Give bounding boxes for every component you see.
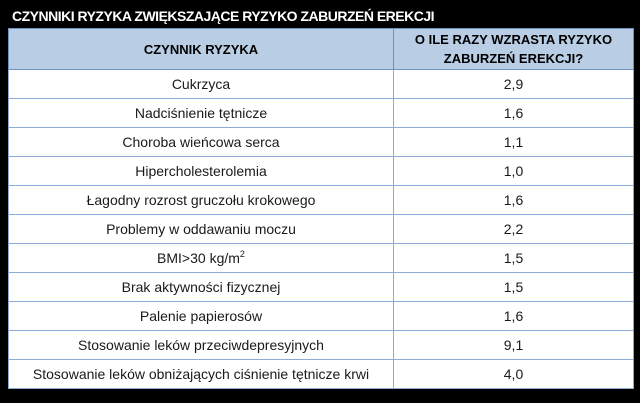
- table-row: [9, 302, 634, 331]
- risk-value-cell: 2,9: [394, 70, 634, 99]
- risk-value-cell: 2,2: [394, 215, 634, 244]
- risk-value-cell: 1,5: [394, 244, 634, 273]
- risk-value-cell: 1,0: [394, 157, 634, 186]
- risk-factor-cell: Hipercholesterolemia: [9, 157, 394, 186]
- table-row: [9, 70, 634, 99]
- table-row: [9, 331, 634, 360]
- table-row: [9, 360, 634, 389]
- risk-factor-cell: Łagodny rozrost gruczołu krokowego: [9, 186, 394, 215]
- risk-factor-cell: Palenie papierosów: [9, 302, 394, 331]
- risk-factor-cell: Stosowanie leków przeciwdepresyjnych: [9, 331, 394, 360]
- table-header-row: [9, 29, 634, 70]
- risk-factors-table: [8, 28, 634, 389]
- risk-value-cell: 9,1: [394, 331, 634, 360]
- bmi-label: BMI>30 kg/m: [157, 250, 240, 266]
- risk-value-cell: 4,0: [394, 360, 634, 389]
- table-row: [9, 273, 634, 302]
- table-row: [9, 157, 634, 186]
- bmi-exponent: 2: [239, 249, 245, 259]
- header-risk-multiplier: O ILE RAZY WZRASTA RYZYKO ZABURZEŃ EREKCJI?: [394, 29, 634, 70]
- risk-value-cell: 1,6: [394, 99, 634, 128]
- table-row: [9, 186, 634, 215]
- table-row: [9, 215, 634, 244]
- risk-value-cell: 1,5: [394, 273, 634, 302]
- table-row: [9, 99, 634, 128]
- risk-factor-cell: Brak aktywności fizycznej: [9, 273, 394, 302]
- risk-value-cell: 1,6: [394, 302, 634, 331]
- header-risk-factor: CZYNNIK RYZYKA: [9, 29, 394, 70]
- risk-factor-cell: Choroba wieńcowa serca: [9, 128, 394, 157]
- page-title: CZYNNIKI RYZYKA ZWIĘKSZAJĄCE RYZYKO ZABURZEŃ EREKCJI: [12, 8, 435, 24]
- risk-factor-cell: Problemy w oddawaniu moczu: [9, 215, 394, 244]
- risk-factor-cell: Stosowanie leków obniżających ciśnienie tętnicze krwi: [9, 360, 394, 389]
- risk-factor-cell: Nadciśnienie tętnicze: [9, 99, 394, 128]
- table-row: [9, 244, 634, 273]
- table-row: [9, 128, 634, 157]
- risk-value-cell: 1,1: [394, 128, 634, 157]
- risk-value-cell: 1,6: [394, 186, 634, 215]
- risk-factor-cell: [9, 244, 394, 273]
- risk-factor-cell: Cukrzyca: [9, 70, 394, 99]
